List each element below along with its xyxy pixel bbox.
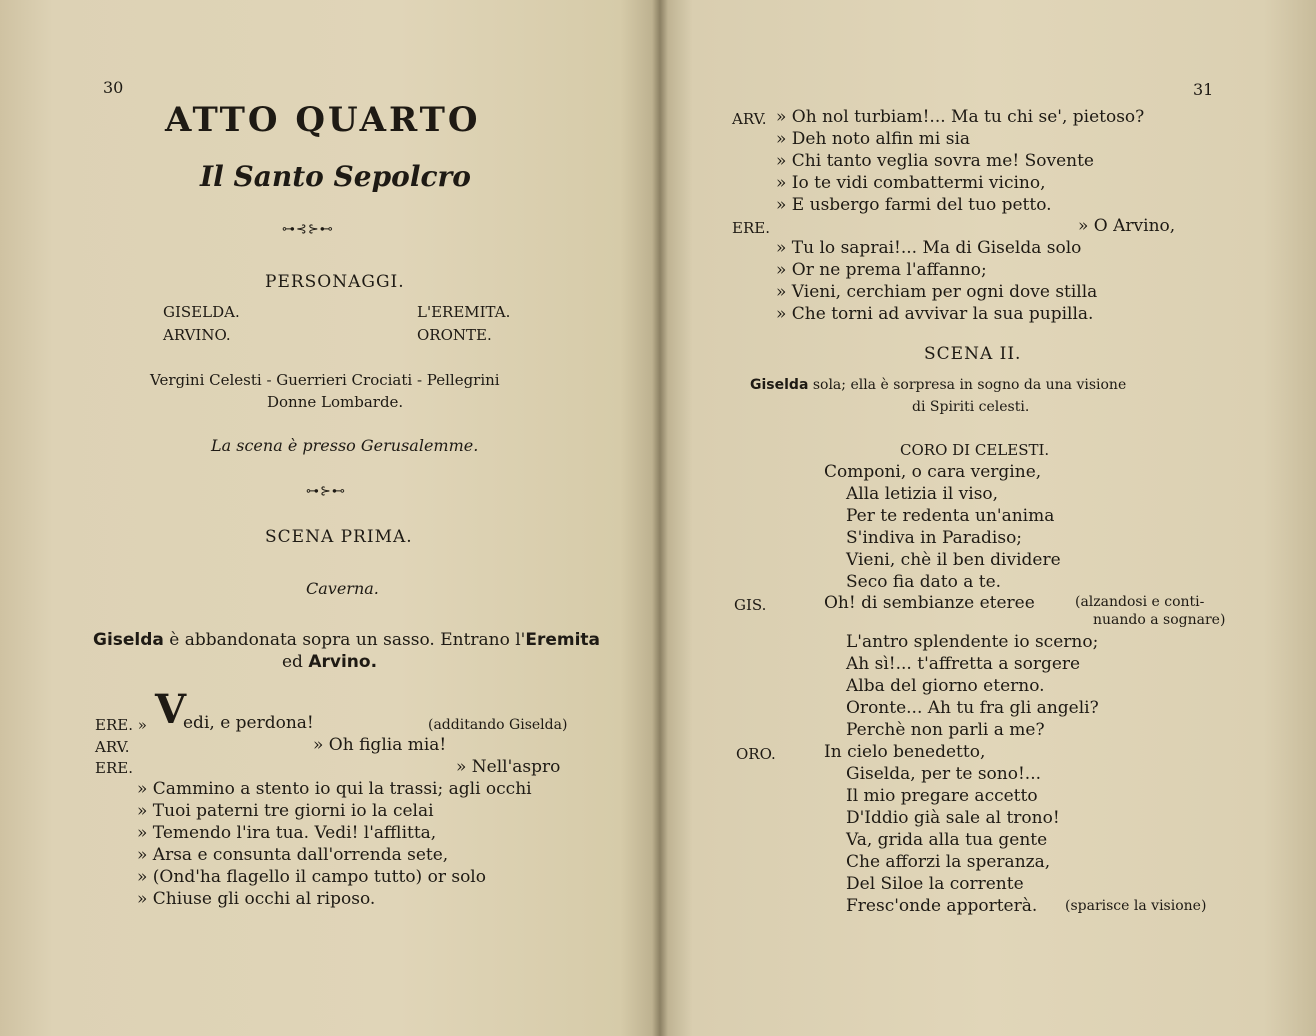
stage-direction: (additando Giselda): [428, 717, 568, 733]
right-page: [660, 0, 1316, 1036]
verse-line: » Chiuse gli occhi al riposo.: [137, 889, 376, 909]
verse-line: Alla letizia il viso,: [846, 484, 999, 504]
personaggi-heading: PERSONAGGI.: [265, 272, 405, 292]
page-number: 31: [1193, 80, 1214, 99]
speaker-label: GIS.: [734, 596, 767, 614]
verse-line: » Deh noto alfin mi sia: [776, 129, 971, 149]
verse-line: Giselda, per te sono!...: [846, 764, 1042, 784]
verse-line: » Oh nol turbiam!... Ma tu chi se', pietoso?: [776, 107, 1145, 127]
verse-line: D'Iddio già sale al trono!: [846, 808, 1060, 828]
verse-line: » Vieni, cerchiam per ogni dove stilla: [776, 282, 1098, 302]
act-title: ATTO QUARTO: [165, 100, 481, 140]
character-giselda: GISELDA.: [163, 303, 240, 321]
speaker-label: ERE. »: [95, 716, 147, 734]
character-arvino: ARVINO.: [163, 326, 231, 344]
page-number: 30: [103, 78, 124, 97]
verse-line: » Tu lo saprai!... Ma di Giselda solo: [776, 238, 1082, 258]
stage-name-arvino: Arvino.: [308, 652, 378, 672]
verse-line: » Nell'aspro: [456, 757, 561, 777]
verse-line: Oronte... Ah tu fra gli angeli?: [846, 698, 1099, 718]
speaker-label: ARV.: [95, 738, 130, 756]
stage-name-giselda: Giselda: [93, 630, 164, 650]
verse-line: » Arsa e consunta dall'orrenda sete,: [137, 845, 449, 865]
verse-line: » Chi tanto veglia sovra me! Sovente: [776, 151, 1094, 171]
drop-cap: V: [155, 686, 187, 733]
speaker-label: ERE.: [732, 219, 770, 237]
verse-line: Seco fia dato a te.: [846, 572, 1002, 592]
speaker-label: ARV.: [732, 110, 767, 128]
stage-direction: Giselda sola; ella è sorpresa in sogno da una visione: [750, 377, 1127, 393]
verse-line: Perchè non parli a me?: [846, 720, 1045, 740]
verse-line: S'indiva in Paradiso;: [846, 528, 1023, 548]
stage-direction: (sparisce la visione): [1065, 898, 1207, 914]
verse-line: » Io te vidi combattermi vicino,: [776, 173, 1046, 193]
verse-line: Del Siloe la corrente: [846, 874, 1024, 894]
verse-line: In cielo benedetto,: [824, 742, 986, 762]
speaker-label: ORO.: [736, 745, 776, 763]
verse-line: » E usbergo farmi del tuo petto.: [776, 195, 1052, 215]
stage-direction: nuando a sognare): [1093, 612, 1226, 628]
verse-line: » Temendo l'ira tua. Vedi! l'afflitta,: [137, 823, 437, 843]
stage-name-eremita: Eremita: [525, 630, 601, 650]
stage-direction: di Spiriti celesti.: [912, 399, 1030, 415]
chorus-line: Donne Lombarde.: [267, 393, 404, 411]
verse-line: » Or ne prema l'affanno;: [776, 260, 987, 280]
stage-direction: Giselda è abbandonata sopra un sasso. Entrano l'Eremita: [93, 630, 601, 650]
verse-line: Va, grida alla tua gente: [846, 830, 1048, 850]
character-oronte: ORONTE.: [417, 326, 492, 344]
verse-line: » Oh figlia mia!: [313, 735, 447, 755]
verse-line: » Che torni ad avvivar la sua pupilla.: [776, 304, 1094, 324]
chorus-line: Vergini Celesti - Guerrieri Crociati - Pellegrini: [150, 371, 500, 389]
verse-line: Ah sì!... t'affretta a sorgere: [846, 654, 1081, 674]
verse-line: Componi, o cara vergine,: [824, 462, 1042, 482]
act-subtitle: Il Santo Sepolcro: [200, 160, 471, 193]
scene-location: Caverna.: [306, 579, 379, 598]
verse-line: » Cammino a stento io qui la trassi; agli occhi: [137, 779, 532, 799]
verse-line: Oh! di sembianze eteree: [824, 593, 1035, 613]
verse-line: Fresc'onde apporterà.: [846, 896, 1038, 916]
chorus-heading: CORO DI CELESTI.: [900, 441, 1050, 459]
verse-line: » O Arvino,: [1078, 216, 1176, 236]
scene-title: SCENA II.: [924, 344, 1022, 364]
verse-line: Alba del giorno eterno.: [846, 676, 1045, 696]
verse-line: Che afforzi la speranza,: [846, 852, 1051, 872]
character-eremita: L'EREMITA.: [417, 303, 511, 321]
ornament: ⊶⊰⊱⊷: [282, 222, 334, 237]
stage-direction: ed Arvino.: [282, 652, 378, 672]
speaker-label: ERE.: [95, 759, 133, 777]
verse-line: edi, e perdona!: [183, 713, 314, 733]
verse-line: » Tuoi paterni tre giorni io la celai: [137, 801, 434, 821]
verse-line: Per te redenta un'anima: [846, 506, 1055, 526]
book-gutter: [652, 0, 668, 1036]
scene-title: SCENA PRIMA.: [265, 527, 413, 547]
verse-line: Vieni, chè il ben dividere: [846, 550, 1061, 570]
verse-line: Il mio pregare accetto: [846, 786, 1038, 806]
setting-text: La scena è presso Gerusalemme.: [211, 436, 479, 455]
verse-line: » (Ond'ha flagello il campo tutto) or solo: [137, 867, 486, 887]
verse-line: L'antro splendente io scerno;: [846, 632, 1099, 652]
stage-name-giselda: Giselda: [750, 377, 809, 393]
stage-direction: (alzandosi e conti-: [1075, 594, 1205, 610]
ornament: ⊶⊱⊷: [306, 484, 346, 499]
